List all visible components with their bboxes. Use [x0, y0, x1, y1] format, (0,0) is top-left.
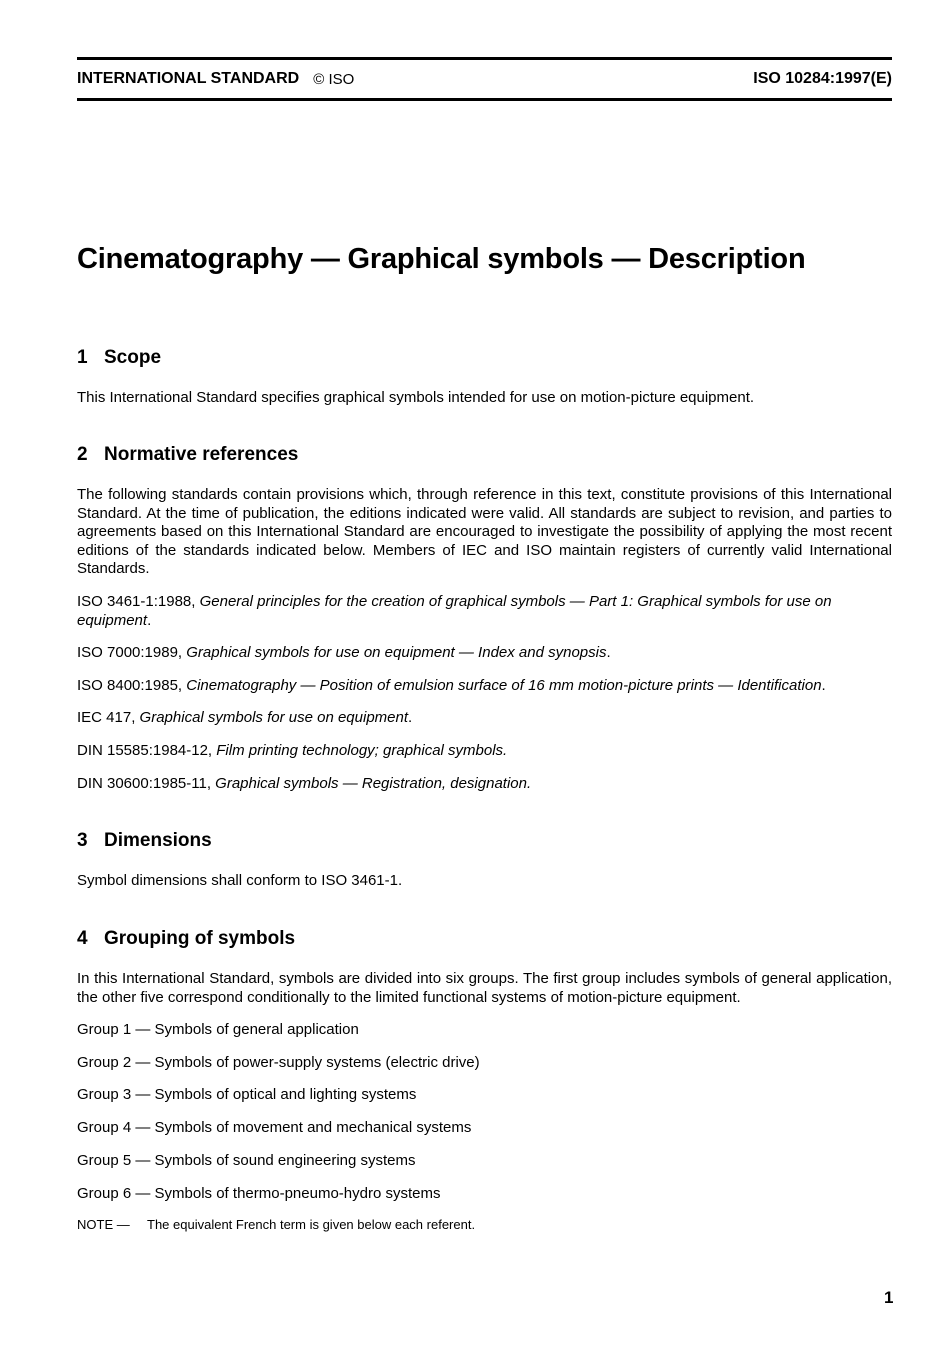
reference-item [77, 644, 892, 663]
scope-body [77, 389, 892, 408]
section-number: 2 [77, 444, 88, 465]
reference-item [77, 709, 892, 728]
reference-title: Graphical symbols for use on equipment — Index and synopsis [186, 644, 607, 661]
group-item: Group 5 — Symbols of sound engineering systems [77, 1152, 416, 1169]
group-item: Group 3 — Symbols of optical and lighting systems [77, 1086, 417, 1103]
section-grouping [77, 928, 892, 950]
normative-intro-block [77, 486, 892, 579]
section-heading [77, 347, 892, 369]
dimensions-body [77, 872, 892, 891]
section-title: Scope [104, 347, 162, 368]
page-number: 1 [884, 1288, 894, 1307]
note-label: NOTE — [77, 1217, 130, 1232]
section-title: Dimensions [104, 830, 212, 851]
reference-item [77, 742, 892, 761]
reference-code: DIN 15585:1984-12, [77, 742, 217, 759]
header-top-rule [77, 57, 892, 60]
reference-item [77, 775, 892, 794]
document-title: Cinematography — Graphical symbols — Description [77, 243, 806, 275]
reference-code: ISO 8400:1985, [77, 677, 187, 694]
reference-title: General principles for the creation of graphical symbols — Part 1: Graphical symbols for use on equipment [77, 593, 832, 629]
section-scope [77, 347, 892, 369]
normative-intro: The following standards contain provisions which, through reference in this text, constitute provisions of this International Standard. At the time of publication, the editions indicated were valid. All standards are subject to revision, and parties to agreements based on this International Standard are encouraged to investigate the possibility of applying the most recent editions of the standards indicated below. Members of IEC and ISO maintain registers of currently valid International Standards. [77, 486, 892, 577]
note-text: The equivalent French term is given below each referent. [147, 1217, 476, 1232]
reference-title: Graphical symbols — Registration, designation. [215, 775, 532, 792]
reference-item [77, 593, 892, 630]
header-standard-label: INTERNATIONAL STANDARD [77, 70, 300, 87]
reference-code: ISO 7000:1989, [77, 644, 187, 661]
reference-end: . [821, 677, 826, 694]
reference-end: . [147, 611, 152, 629]
group-item: Group 4 — Symbols of movement and mechanical systems [77, 1119, 472, 1136]
grouping-intro: In this International Standard, symbols are divided into six groups. The first group includes symbols of general application, the other five correspond conditionally to the limited functional systems of motion-picture equipment. [77, 970, 892, 1006]
group-item: Group 6 — Symbols of thermo-pneumo-hydro systems [77, 1185, 441, 1202]
section-number: 1 [77, 347, 88, 368]
group-item: Group 1 — Symbols of general application [77, 1021, 359, 1038]
section-normative-references [77, 444, 892, 466]
running-header [77, 68, 892, 90]
section-heading [77, 444, 892, 466]
section-heading [77, 830, 892, 852]
header-document-id: ISO 10284:1997(E) [753, 70, 892, 87]
grouping-intro-block [77, 970, 892, 1007]
header-copyright: © ISO [313, 70, 355, 88]
reference-code: DIN 30600:1985-11, [77, 775, 216, 792]
reference-item [77, 677, 892, 696]
reference-code: ISO 3461-1:1988, [77, 593, 200, 610]
section-number: 3 [77, 830, 88, 851]
reference-title: Cinematography — Position of emulsion surface of 16 mm motion-picture prints — Identification [186, 677, 822, 694]
section-title: Grouping of symbols [104, 928, 296, 949]
header-bottom-rule [77, 98, 892, 101]
reference-code: IEC 417, [77, 709, 140, 726]
group-item: Group 2 — Symbols of power-supply systems (electric drive) [77, 1054, 480, 1071]
dimensions-text: Symbol dimensions shall conform to ISO 3461-1. [77, 872, 403, 889]
section-number: 4 [77, 928, 88, 949]
note [77, 1217, 892, 1232]
reference-title: Graphical symbols for use on equipment [139, 709, 409, 726]
section-dimensions [77, 830, 892, 852]
section-heading [77, 928, 892, 950]
reference-end: . [606, 644, 611, 661]
scope-text: This International Standard specifies graphical symbols intended for use on motion-picture equipment. [77, 389, 755, 406]
reference-end: . [408, 709, 413, 726]
section-title: Normative references [104, 444, 299, 465]
reference-title: Film printing technology; graphical symbols. [216, 742, 508, 759]
